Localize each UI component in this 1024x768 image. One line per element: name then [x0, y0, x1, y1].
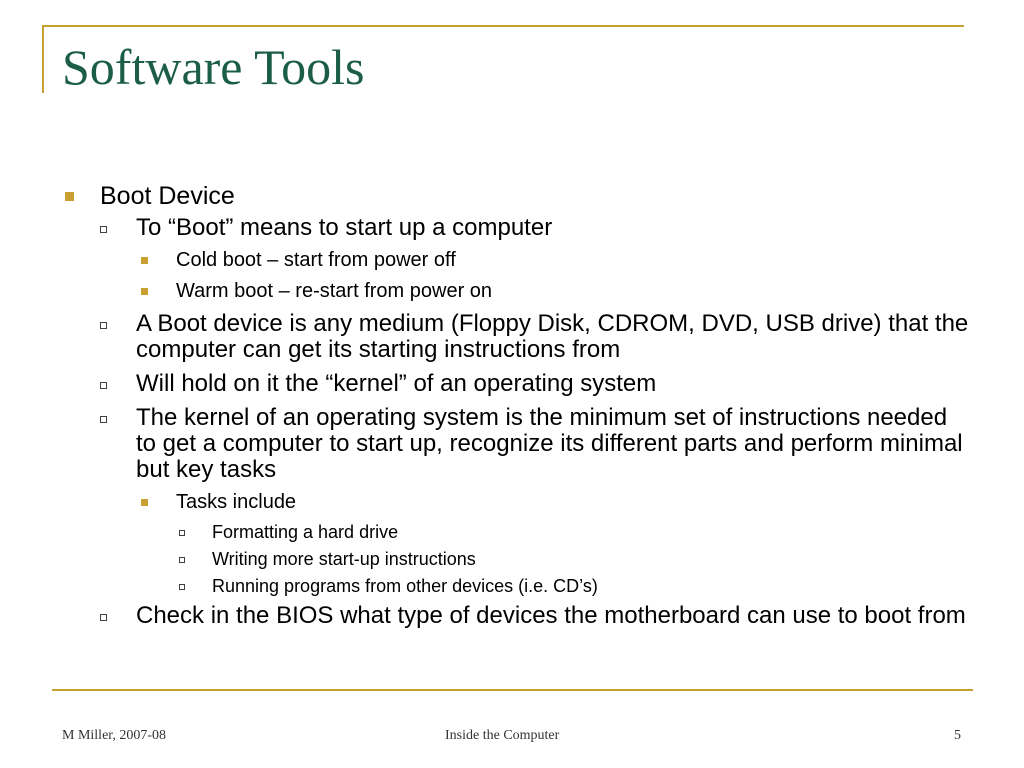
bullet-level-4: [62, 522, 972, 543]
bullet-text: Running programs from other devices (i.e. CD’s): [212, 576, 598, 596]
hollow-square-bullet-icon: [100, 416, 107, 423]
bullet-text: Writing more start-up instructions: [212, 549, 476, 569]
bullet-text: Cold boot – start from power off: [176, 249, 456, 271]
footer-author: M Miller, 2007-08: [62, 728, 167, 743]
footer-course: Inside the Computer: [445, 728, 560, 743]
slide-title: Software Tools: [62, 39, 365, 95]
bullet-level-4: [62, 549, 972, 570]
bullet-text: A Boot device is any medium (Floppy Disk, CDROM, DVD, USB drive) that the computer can get its starting instructions from: [136, 310, 969, 363]
hollow-square-bullet-icon: [179, 557, 185, 563]
bullet-level-2: [62, 311, 972, 363]
filled-square-bullet-icon: [141, 288, 148, 295]
hollow-square-bullet-icon: [100, 614, 107, 621]
hollow-square-bullet-icon: [179, 530, 185, 536]
bullet-text: Will hold on it the “kernel” of an operating system: [136, 370, 657, 397]
bullet-text: Warm boot – re-start from power on: [176, 280, 493, 302]
filled-square-bullet-icon: [141, 499, 148, 506]
hollow-square-bullet-icon: [179, 584, 185, 590]
bullet-level-3: [62, 491, 972, 514]
bullet-level-3: [62, 249, 972, 272]
bullet-level-2: [62, 405, 972, 483]
bullet-text: Boot Device: [100, 182, 235, 210]
bullet-text: To “Boot” means to start up a computer: [136, 214, 553, 241]
hollow-square-bullet-icon: [100, 226, 107, 233]
hollow-square-bullet-icon: [100, 322, 107, 329]
bullet-text: Check in the BIOS what type of devices the motherboard can use to boot from: [136, 602, 966, 629]
bullet-level-2: [62, 371, 972, 397]
filled-square-bullet-icon: [65, 192, 74, 201]
footer-page-number: 5: [954, 728, 961, 743]
bottom-frame-line: [52, 689, 973, 691]
bullet-level-4: [62, 576, 972, 597]
bullet-level-2: [62, 603, 972, 629]
bullet-text: The kernel of an operating system is the minimum set of instructions needed to get a computer to start up, recognize its different parts and perform minimal but key tasks: [136, 404, 963, 483]
bullet-text: Tasks include: [176, 491, 297, 513]
left-frame-line: [42, 25, 44, 93]
top-frame-line: [42, 25, 964, 27]
bullet-level-3: [62, 280, 972, 303]
bullet-list: [62, 181, 972, 637]
hollow-square-bullet-icon: [100, 382, 107, 389]
bullet-level-1: [62, 181, 972, 211]
filled-square-bullet-icon: [141, 257, 148, 264]
bullet-level-2: [62, 215, 972, 241]
bullet-text: Formatting a hard drive: [212, 522, 399, 542]
